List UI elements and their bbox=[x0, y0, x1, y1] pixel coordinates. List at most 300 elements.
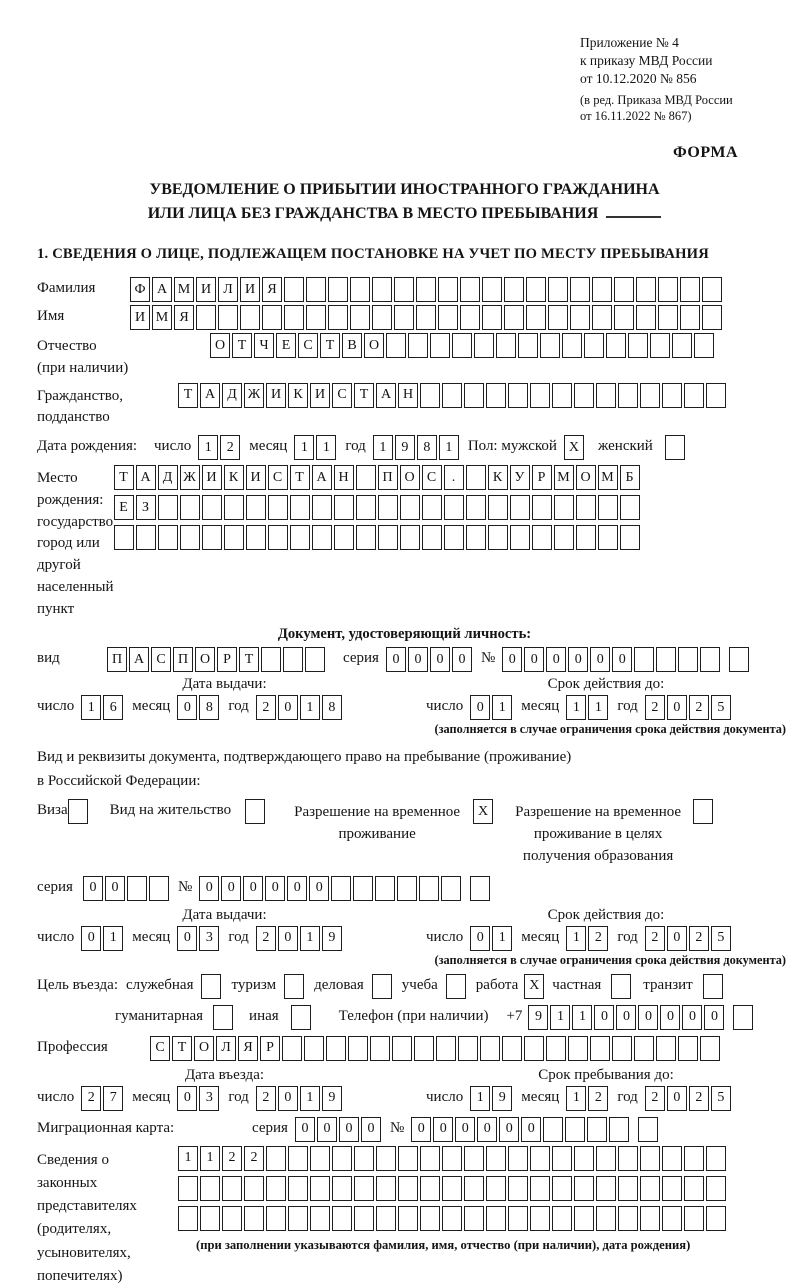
char-cell[interactable]: 0 bbox=[243, 876, 263, 901]
char-cell[interactable]: 2 bbox=[220, 435, 240, 460]
char-cell[interactable] bbox=[452, 333, 472, 358]
char-cell[interactable]: В bbox=[342, 333, 362, 358]
char-cell[interactable] bbox=[400, 495, 420, 520]
char-cell[interactable]: С bbox=[332, 383, 352, 408]
char-cell[interactable] bbox=[438, 305, 458, 330]
char-cell[interactable] bbox=[200, 1176, 220, 1201]
char-cell[interactable] bbox=[508, 1146, 528, 1171]
char-cell[interactable] bbox=[438, 277, 458, 302]
char-cell[interactable]: Ж bbox=[244, 383, 264, 408]
char-cell[interactable] bbox=[574, 383, 594, 408]
char-cell[interactable] bbox=[684, 1176, 704, 1201]
char-cell[interactable] bbox=[658, 277, 678, 302]
char-cell[interactable]: 0 bbox=[411, 1117, 431, 1142]
char-cell[interactable] bbox=[640, 383, 660, 408]
char-cell[interactable] bbox=[266, 1176, 286, 1201]
char-cell[interactable]: 0 bbox=[199, 876, 219, 901]
char-cell[interactable]: 0 bbox=[704, 1005, 724, 1030]
char-cell[interactable] bbox=[548, 305, 568, 330]
char-cell[interactable] bbox=[706, 1146, 726, 1171]
char-cell[interactable]: 0 bbox=[177, 1086, 197, 1111]
char-cell[interactable] bbox=[680, 277, 700, 302]
char-cell[interactable] bbox=[486, 1176, 506, 1201]
char-cell[interactable] bbox=[665, 435, 685, 460]
char-cell[interactable] bbox=[576, 525, 596, 550]
char-cell[interactable] bbox=[442, 1176, 462, 1201]
char-cell[interactable] bbox=[240, 305, 260, 330]
char-cell[interactable] bbox=[684, 1146, 704, 1171]
char-cell[interactable] bbox=[464, 383, 484, 408]
char-cell[interactable] bbox=[244, 1206, 264, 1231]
char-cell[interactable] bbox=[430, 333, 450, 358]
char-cell[interactable]: М bbox=[554, 465, 574, 490]
char-cell[interactable]: О bbox=[195, 647, 215, 672]
char-cell[interactable]: 0 bbox=[470, 926, 490, 951]
char-cell[interactable] bbox=[332, 1146, 352, 1171]
char-cell[interactable] bbox=[378, 495, 398, 520]
char-cell[interactable]: 0 bbox=[287, 876, 307, 901]
char-cell[interactable]: 2 bbox=[81, 1086, 101, 1111]
char-cell[interactable]: 0 bbox=[682, 1005, 702, 1030]
char-cell[interactable]: 0 bbox=[339, 1117, 359, 1142]
char-cell[interactable]: Л bbox=[218, 277, 238, 302]
char-cell[interactable]: 2 bbox=[256, 695, 276, 720]
char-cell[interactable] bbox=[178, 1176, 198, 1201]
char-cell[interactable] bbox=[662, 1206, 682, 1231]
char-cell[interactable] bbox=[706, 1206, 726, 1231]
char-cell[interactable] bbox=[702, 305, 722, 330]
char-cell[interactable]: 5 bbox=[711, 926, 731, 951]
char-cell[interactable]: 6 bbox=[103, 695, 123, 720]
char-cell[interactable] bbox=[656, 1036, 676, 1061]
char-cell[interactable]: К bbox=[288, 383, 308, 408]
char-cell[interactable]: 2 bbox=[256, 926, 276, 951]
char-cell[interactable] bbox=[262, 305, 282, 330]
char-cell[interactable]: Л bbox=[216, 1036, 236, 1061]
char-cell[interactable]: 1 bbox=[373, 435, 393, 460]
char-cell[interactable] bbox=[218, 305, 238, 330]
char-cell[interactable] bbox=[213, 1005, 233, 1030]
char-cell[interactable] bbox=[350, 277, 370, 302]
char-cell[interactable]: 7 bbox=[103, 1086, 123, 1111]
char-cell[interactable]: Т bbox=[354, 383, 374, 408]
char-cell[interactable] bbox=[348, 1036, 368, 1061]
char-cell[interactable] bbox=[420, 1176, 440, 1201]
char-cell[interactable] bbox=[392, 1036, 412, 1061]
char-cell[interactable] bbox=[353, 876, 373, 901]
char-cell[interactable]: 1 bbox=[566, 695, 586, 720]
char-cell[interactable] bbox=[200, 1206, 220, 1231]
char-cell[interactable] bbox=[283, 647, 303, 672]
char-cell[interactable]: 2 bbox=[222, 1146, 242, 1171]
char-cell[interactable] bbox=[504, 305, 524, 330]
char-cell[interactable] bbox=[326, 1036, 346, 1061]
char-cell[interactable]: И bbox=[240, 277, 260, 302]
char-cell[interactable] bbox=[328, 277, 348, 302]
char-cell[interactable] bbox=[508, 1176, 528, 1201]
char-cell[interactable]: А bbox=[312, 465, 332, 490]
char-cell[interactable] bbox=[620, 495, 640, 520]
char-cell[interactable] bbox=[372, 974, 392, 999]
char-cell[interactable]: 0 bbox=[667, 1086, 687, 1111]
char-cell[interactable]: Т bbox=[114, 465, 134, 490]
char-cell[interactable] bbox=[518, 333, 538, 358]
char-cell[interactable]: М bbox=[598, 465, 618, 490]
char-cell[interactable] bbox=[372, 277, 392, 302]
char-cell[interactable] bbox=[576, 495, 596, 520]
char-cell[interactable] bbox=[510, 495, 530, 520]
char-cell[interactable] bbox=[532, 495, 552, 520]
char-cell[interactable]: 1 bbox=[439, 435, 459, 460]
char-cell[interactable] bbox=[464, 1176, 484, 1201]
char-cell[interactable]: 3 bbox=[199, 926, 219, 951]
char-cell[interactable] bbox=[466, 495, 486, 520]
char-cell[interactable]: Р bbox=[217, 647, 237, 672]
char-cell[interactable]: Д bbox=[158, 465, 178, 490]
char-cell[interactable] bbox=[244, 1176, 264, 1201]
char-cell[interactable]: 0 bbox=[667, 926, 687, 951]
char-cell[interactable] bbox=[530, 1206, 550, 1231]
char-cell[interactable] bbox=[502, 1036, 522, 1061]
char-cell[interactable] bbox=[332, 1206, 352, 1231]
char-cell[interactable] bbox=[584, 333, 604, 358]
char-cell[interactable] bbox=[268, 525, 288, 550]
char-cell[interactable] bbox=[375, 876, 395, 901]
char-cell[interactable]: Ф bbox=[130, 277, 150, 302]
char-cell[interactable]: П bbox=[173, 647, 193, 672]
char-cell[interactable] bbox=[306, 305, 326, 330]
char-cell[interactable] bbox=[372, 305, 392, 330]
char-cell[interactable]: Т bbox=[239, 647, 259, 672]
char-cell[interactable]: 0 bbox=[177, 695, 197, 720]
char-cell[interactable] bbox=[284, 277, 304, 302]
char-cell[interactable]: 0 bbox=[105, 876, 125, 901]
char-cell[interactable] bbox=[634, 1036, 654, 1061]
char-cell[interactable] bbox=[422, 495, 442, 520]
char-cell[interactable] bbox=[530, 383, 550, 408]
char-cell[interactable] bbox=[496, 333, 516, 358]
char-cell[interactable] bbox=[354, 1176, 374, 1201]
char-cell[interactable]: 0 bbox=[470, 695, 490, 720]
char-cell[interactable]: . bbox=[444, 465, 464, 490]
char-cell[interactable]: И bbox=[130, 305, 150, 330]
char-cell[interactable] bbox=[590, 1036, 610, 1061]
char-cell[interactable]: X bbox=[473, 799, 493, 824]
char-cell[interactable]: 1 bbox=[294, 435, 314, 460]
char-cell[interactable] bbox=[480, 1036, 500, 1061]
char-cell[interactable] bbox=[596, 383, 616, 408]
char-cell[interactable] bbox=[574, 1146, 594, 1171]
char-cell[interactable] bbox=[460, 305, 480, 330]
char-cell[interactable] bbox=[149, 876, 169, 901]
char-cell[interactable] bbox=[554, 495, 574, 520]
char-cell[interactable]: Я bbox=[262, 277, 282, 302]
char-cell[interactable]: Т bbox=[320, 333, 340, 358]
char-cell[interactable] bbox=[222, 1206, 242, 1231]
char-cell[interactable] bbox=[386, 333, 406, 358]
char-cell[interactable] bbox=[284, 305, 304, 330]
char-cell[interactable] bbox=[678, 647, 698, 672]
char-cell[interactable] bbox=[554, 525, 574, 550]
char-cell[interactable] bbox=[486, 1146, 506, 1171]
char-cell[interactable] bbox=[436, 1036, 456, 1061]
char-cell[interactable] bbox=[332, 1176, 352, 1201]
char-cell[interactable]: Д bbox=[222, 383, 242, 408]
char-cell[interactable] bbox=[592, 277, 612, 302]
char-cell[interactable]: 0 bbox=[386, 647, 406, 672]
char-cell[interactable] bbox=[266, 1206, 286, 1231]
char-cell[interactable] bbox=[552, 1146, 572, 1171]
char-cell[interactable] bbox=[246, 525, 266, 550]
char-cell[interactable] bbox=[568, 1036, 588, 1061]
char-cell[interactable]: 0 bbox=[502, 647, 522, 672]
char-cell[interactable]: Е bbox=[114, 495, 134, 520]
char-cell[interactable] bbox=[733, 1005, 753, 1030]
char-cell[interactable] bbox=[662, 1176, 682, 1201]
char-cell[interactable] bbox=[331, 876, 351, 901]
char-cell[interactable] bbox=[548, 277, 568, 302]
char-cell[interactable] bbox=[408, 333, 428, 358]
char-cell[interactable]: 0 bbox=[408, 647, 428, 672]
char-cell[interactable]: Р bbox=[260, 1036, 280, 1061]
char-cell[interactable]: 5 bbox=[711, 1086, 731, 1111]
char-cell[interactable] bbox=[565, 1117, 585, 1142]
char-cell[interactable]: 0 bbox=[667, 695, 687, 720]
char-cell[interactable] bbox=[672, 333, 692, 358]
char-cell[interactable]: 1 bbox=[300, 1086, 320, 1111]
char-cell[interactable]: 1 bbox=[200, 1146, 220, 1171]
char-cell[interactable] bbox=[180, 495, 200, 520]
char-cell[interactable] bbox=[592, 305, 612, 330]
char-cell[interactable] bbox=[354, 1146, 374, 1171]
char-cell[interactable] bbox=[356, 465, 376, 490]
char-cell[interactable] bbox=[288, 1146, 308, 1171]
char-cell[interactable] bbox=[552, 383, 572, 408]
char-cell[interactable]: Н bbox=[398, 383, 418, 408]
char-cell[interactable]: Ж bbox=[180, 465, 200, 490]
char-cell[interactable] bbox=[290, 525, 310, 550]
char-cell[interactable] bbox=[419, 876, 439, 901]
char-cell[interactable] bbox=[180, 525, 200, 550]
char-cell[interactable] bbox=[662, 1146, 682, 1171]
char-cell[interactable] bbox=[611, 974, 631, 999]
char-cell[interactable] bbox=[441, 876, 461, 901]
char-cell[interactable] bbox=[261, 647, 281, 672]
char-cell[interactable] bbox=[460, 277, 480, 302]
char-cell[interactable] bbox=[266, 1146, 286, 1171]
char-cell[interactable]: И bbox=[266, 383, 286, 408]
char-cell[interactable] bbox=[614, 305, 634, 330]
char-cell[interactable] bbox=[464, 1146, 484, 1171]
char-cell[interactable] bbox=[290, 495, 310, 520]
char-cell[interactable]: 1 bbox=[198, 435, 218, 460]
char-cell[interactable] bbox=[486, 1206, 506, 1231]
char-cell[interactable] bbox=[703, 974, 723, 999]
char-cell[interactable]: 2 bbox=[645, 926, 665, 951]
char-cell[interactable]: А bbox=[129, 647, 149, 672]
char-cell[interactable]: С bbox=[268, 465, 288, 490]
char-cell[interactable] bbox=[524, 1036, 544, 1061]
char-cell[interactable]: Я bbox=[238, 1036, 258, 1061]
char-cell[interactable] bbox=[694, 333, 714, 358]
char-cell[interactable]: 5 bbox=[711, 695, 731, 720]
char-cell[interactable] bbox=[482, 277, 502, 302]
char-cell[interactable] bbox=[526, 305, 546, 330]
char-cell[interactable]: 0 bbox=[452, 647, 472, 672]
char-cell[interactable] bbox=[700, 647, 720, 672]
char-cell[interactable] bbox=[245, 799, 265, 824]
char-cell[interactable]: И bbox=[246, 465, 266, 490]
char-cell[interactable] bbox=[684, 1206, 704, 1231]
char-cell[interactable] bbox=[458, 1036, 478, 1061]
char-cell[interactable] bbox=[640, 1206, 660, 1231]
char-cell[interactable]: 0 bbox=[317, 1117, 337, 1142]
char-cell[interactable]: 0 bbox=[477, 1117, 497, 1142]
char-cell[interactable]: 0 bbox=[430, 647, 450, 672]
char-cell[interactable] bbox=[530, 1176, 550, 1201]
char-cell[interactable] bbox=[574, 1206, 594, 1231]
char-cell[interactable] bbox=[304, 1036, 324, 1061]
char-cell[interactable] bbox=[350, 305, 370, 330]
char-cell[interactable]: 0 bbox=[278, 926, 298, 951]
char-cell[interactable]: X bbox=[524, 974, 544, 999]
char-cell[interactable] bbox=[310, 1176, 330, 1201]
char-cell[interactable]: 0 bbox=[524, 647, 544, 672]
char-cell[interactable]: 0 bbox=[638, 1005, 658, 1030]
char-cell[interactable] bbox=[398, 1176, 418, 1201]
char-cell[interactable] bbox=[640, 1176, 660, 1201]
char-cell[interactable]: У bbox=[510, 465, 530, 490]
char-cell[interactable] bbox=[488, 495, 508, 520]
char-cell[interactable] bbox=[596, 1176, 616, 1201]
char-cell[interactable] bbox=[546, 1036, 566, 1061]
char-cell[interactable]: 9 bbox=[322, 1086, 342, 1111]
char-cell[interactable] bbox=[706, 383, 726, 408]
char-cell[interactable] bbox=[288, 1206, 308, 1231]
char-cell[interactable]: Ч bbox=[254, 333, 274, 358]
char-cell[interactable]: 1 bbox=[316, 435, 336, 460]
char-cell[interactable] bbox=[376, 1206, 396, 1231]
char-cell[interactable] bbox=[470, 876, 490, 901]
char-cell[interactable]: 8 bbox=[417, 435, 437, 460]
char-cell[interactable] bbox=[656, 647, 676, 672]
char-cell[interactable]: 1 bbox=[492, 695, 512, 720]
char-cell[interactable] bbox=[587, 1117, 607, 1142]
char-cell[interactable]: А bbox=[136, 465, 156, 490]
char-cell[interactable] bbox=[394, 277, 414, 302]
char-cell[interactable]: И bbox=[202, 465, 222, 490]
char-cell[interactable]: 0 bbox=[433, 1117, 453, 1142]
char-cell[interactable] bbox=[284, 974, 304, 999]
char-cell[interactable]: 8 bbox=[199, 695, 219, 720]
char-cell[interactable]: О bbox=[210, 333, 230, 358]
char-cell[interactable] bbox=[543, 1117, 563, 1142]
char-cell[interactable] bbox=[596, 1206, 616, 1231]
char-cell[interactable] bbox=[609, 1117, 629, 1142]
char-cell[interactable] bbox=[444, 525, 464, 550]
char-cell[interactable]: И bbox=[310, 383, 330, 408]
char-cell[interactable] bbox=[634, 647, 654, 672]
char-cell[interactable]: Т bbox=[172, 1036, 192, 1061]
char-cell[interactable]: К bbox=[224, 465, 244, 490]
char-cell[interactable] bbox=[618, 383, 638, 408]
char-cell[interactable]: 2 bbox=[645, 695, 665, 720]
char-cell[interactable] bbox=[354, 1206, 374, 1231]
char-cell[interactable] bbox=[370, 1036, 390, 1061]
char-cell[interactable]: 0 bbox=[177, 926, 197, 951]
char-cell[interactable] bbox=[650, 333, 670, 358]
char-cell[interactable] bbox=[196, 305, 216, 330]
char-cell[interactable]: 1 bbox=[103, 926, 123, 951]
char-cell[interactable] bbox=[702, 277, 722, 302]
char-cell[interactable]: А bbox=[200, 383, 220, 408]
char-cell[interactable]: Т bbox=[178, 383, 198, 408]
char-cell[interactable]: А bbox=[376, 383, 396, 408]
char-cell[interactable]: 0 bbox=[499, 1117, 519, 1142]
char-cell[interactable]: 1 bbox=[566, 926, 586, 951]
char-cell[interactable] bbox=[570, 277, 590, 302]
char-cell[interactable] bbox=[658, 305, 678, 330]
char-cell[interactable]: 9 bbox=[395, 435, 415, 460]
char-cell[interactable] bbox=[414, 1036, 434, 1061]
char-cell[interactable] bbox=[291, 1005, 311, 1030]
char-cell[interactable] bbox=[598, 525, 618, 550]
char-cell[interactable] bbox=[397, 876, 417, 901]
char-cell[interactable] bbox=[224, 495, 244, 520]
char-cell[interactable] bbox=[201, 974, 221, 999]
char-cell[interactable] bbox=[620, 525, 640, 550]
char-cell[interactable]: 1 bbox=[178, 1146, 198, 1171]
char-cell[interactable]: 0 bbox=[616, 1005, 636, 1030]
char-cell[interactable] bbox=[680, 305, 700, 330]
char-cell[interactable] bbox=[398, 1146, 418, 1171]
char-cell[interactable]: П bbox=[378, 465, 398, 490]
char-cell[interactable]: 1 bbox=[300, 926, 320, 951]
char-cell[interactable] bbox=[636, 277, 656, 302]
char-cell[interactable]: К bbox=[488, 465, 508, 490]
char-cell[interactable] bbox=[466, 525, 486, 550]
char-cell[interactable] bbox=[532, 525, 552, 550]
char-cell[interactable]: 0 bbox=[590, 647, 610, 672]
char-cell[interactable] bbox=[488, 525, 508, 550]
char-cell[interactable]: 3 bbox=[199, 1086, 219, 1111]
char-cell[interactable] bbox=[700, 1036, 720, 1061]
char-cell[interactable] bbox=[420, 383, 440, 408]
char-cell[interactable] bbox=[598, 495, 618, 520]
char-cell[interactable]: 0 bbox=[660, 1005, 680, 1030]
char-cell[interactable] bbox=[562, 333, 582, 358]
char-cell[interactable]: С bbox=[298, 333, 318, 358]
char-cell[interactable]: 9 bbox=[492, 1086, 512, 1111]
char-cell[interactable]: Т bbox=[290, 465, 310, 490]
char-cell[interactable] bbox=[466, 465, 486, 490]
char-cell[interactable]: П bbox=[107, 647, 127, 672]
char-cell[interactable]: 0 bbox=[568, 647, 588, 672]
char-cell[interactable] bbox=[222, 1176, 242, 1201]
char-cell[interactable] bbox=[482, 305, 502, 330]
char-cell[interactable]: О bbox=[194, 1036, 214, 1061]
char-cell[interactable] bbox=[127, 876, 147, 901]
char-cell[interactable] bbox=[662, 383, 682, 408]
char-cell[interactable]: 0 bbox=[81, 926, 101, 951]
char-cell[interactable] bbox=[356, 525, 376, 550]
char-cell[interactable] bbox=[400, 525, 420, 550]
char-cell[interactable] bbox=[530, 1146, 550, 1171]
char-cell[interactable] bbox=[268, 495, 288, 520]
char-cell[interactable] bbox=[376, 1146, 396, 1171]
char-cell[interactable]: О bbox=[576, 465, 596, 490]
char-cell[interactable]: 2 bbox=[689, 695, 709, 720]
